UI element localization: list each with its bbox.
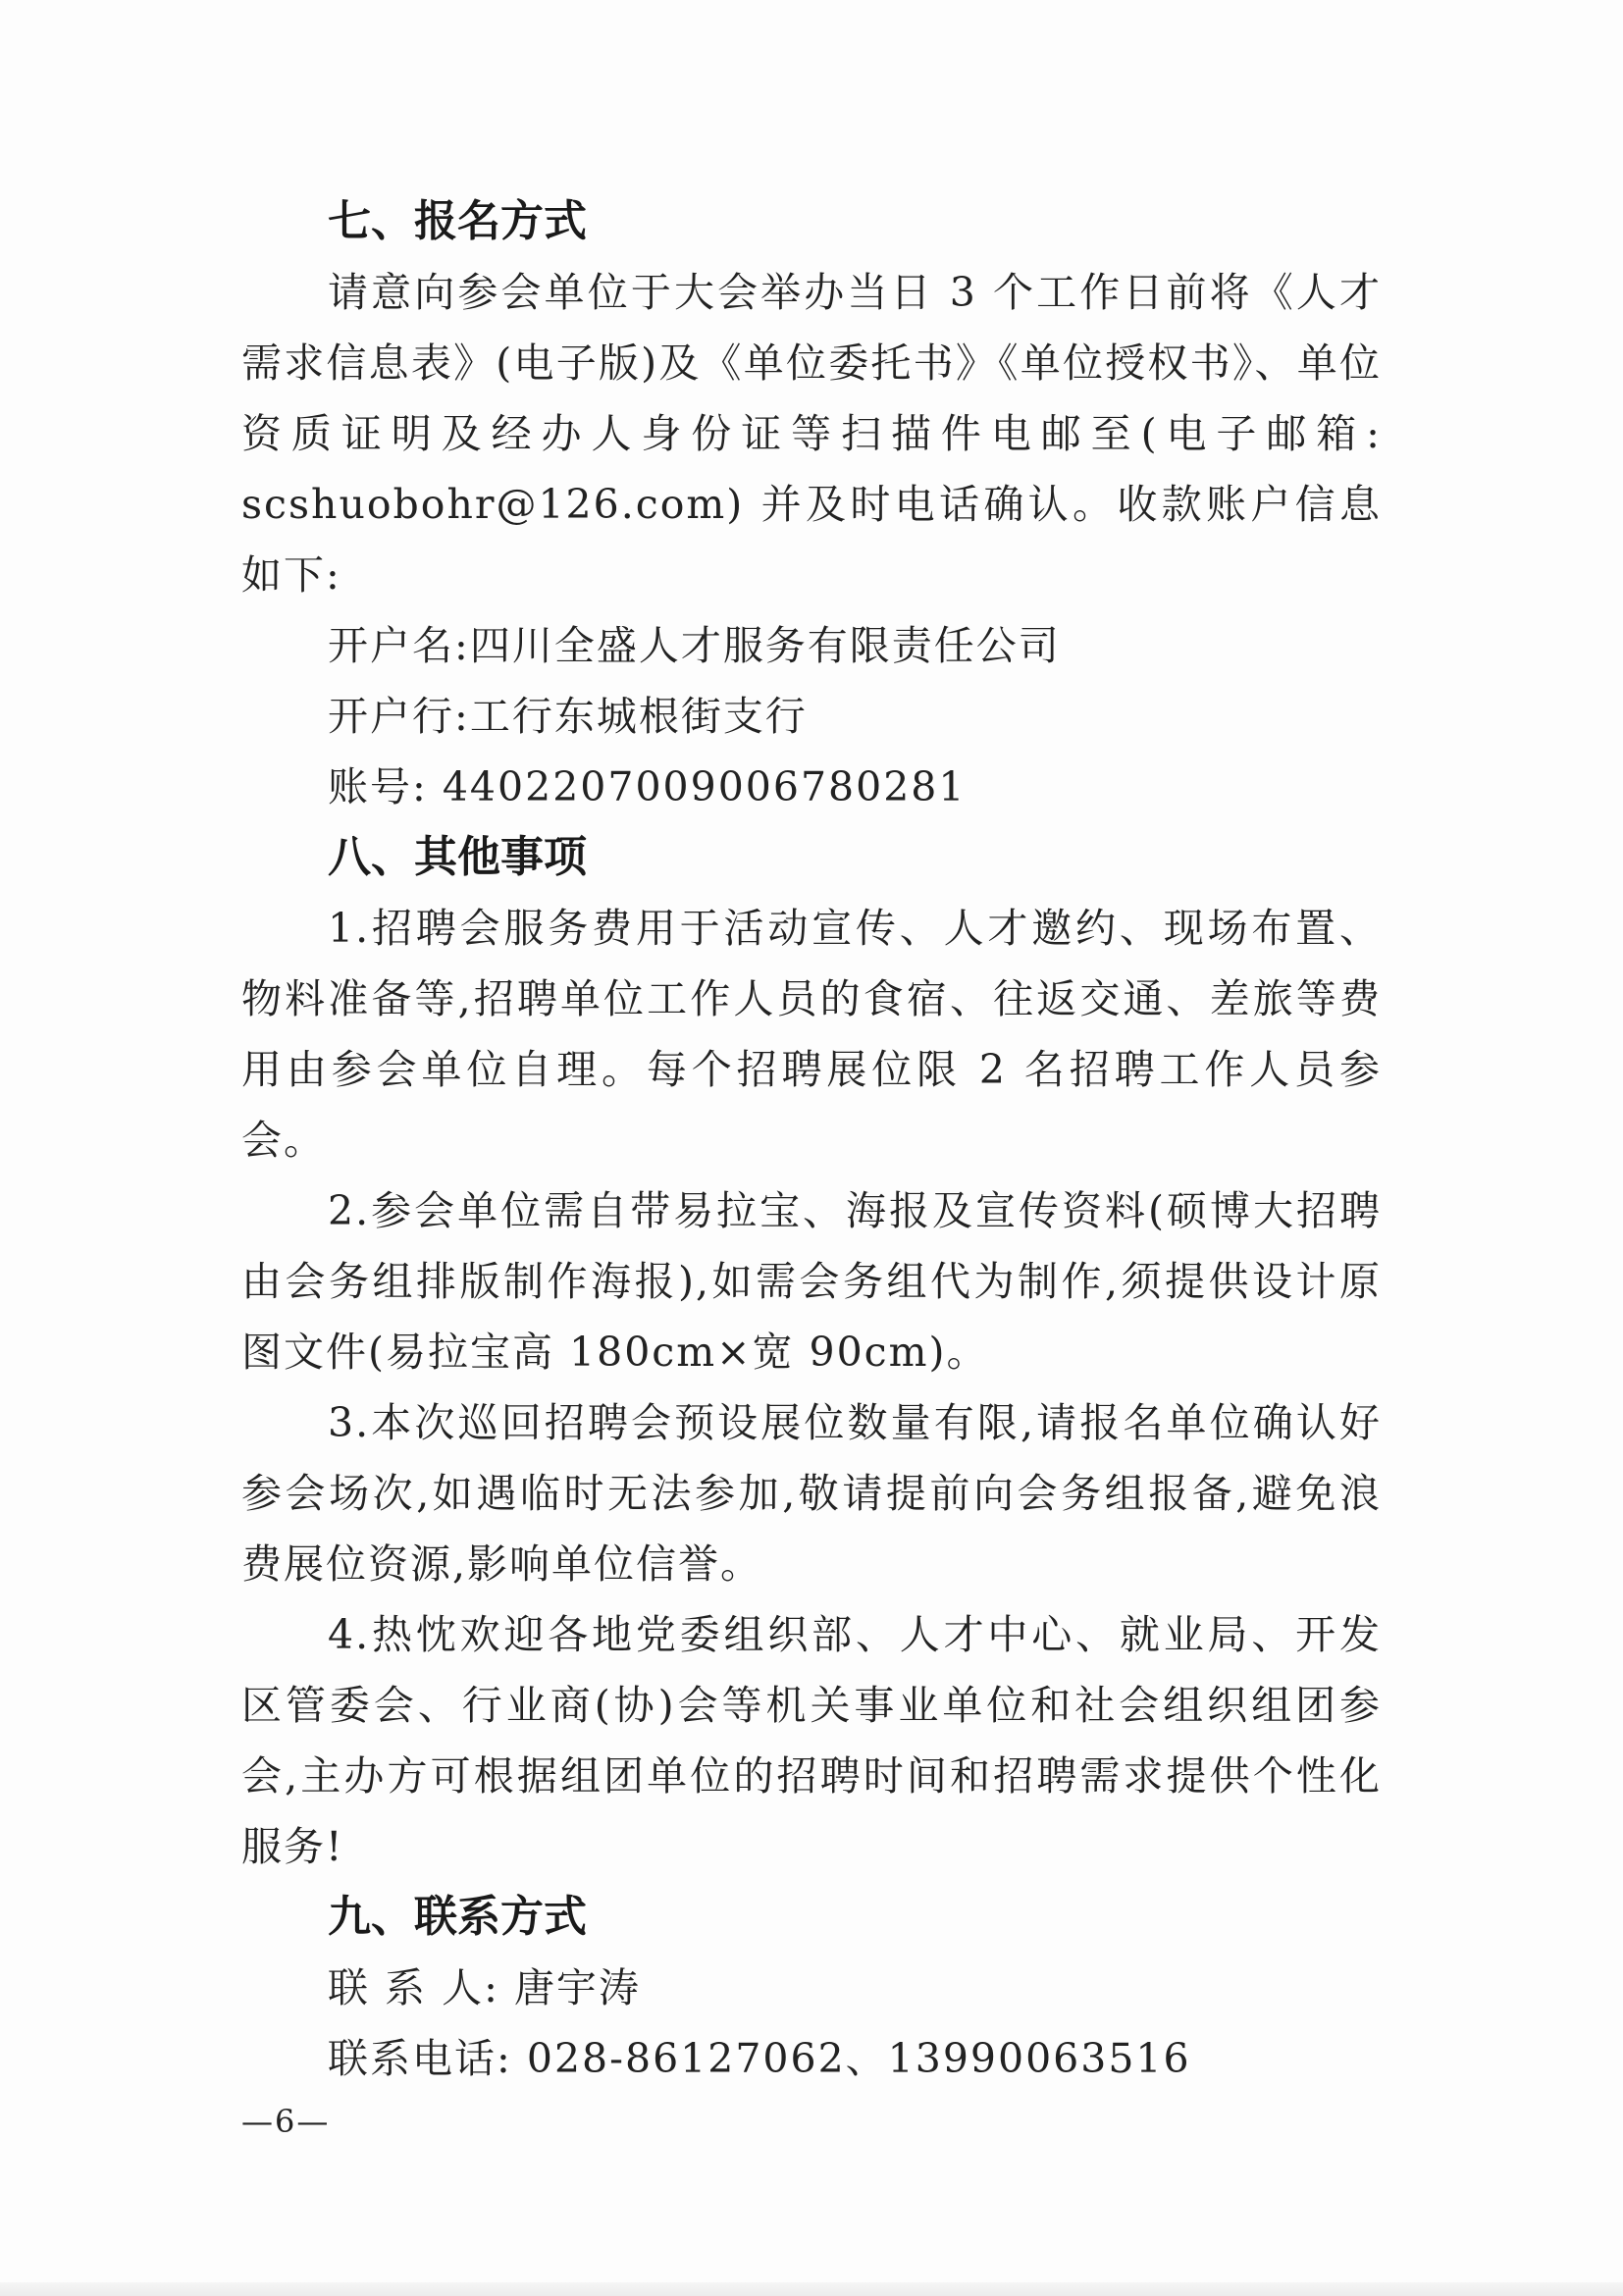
- contact-person: [241, 1953, 1382, 2023]
- account-number: 账号: 4402207009006780281: [328, 763, 967, 810]
- contact-phone-label: 联系电话:: [328, 2035, 512, 2082]
- account-bank: 开户行:工行东城根街支行: [328, 693, 808, 740]
- scan-edge: [0, 2282, 1623, 2296]
- other-matters-item: 3.本次巡回招聘会预设展位数量有限,请报名单位确认好参会场次,如遇临时无法参加,敬请提前向会务组报备,避免浪费展位资源,影响单位信誉。: [241, 1399, 1382, 1588]
- registration-paragraph: 请意向参会单位于大会举办当日 3 个工作日前将《人才需求信息表》(电子版)及《单位委托书》《单位授权书》、单位资质证明及经办人身份证等扫描件电邮至(电子邮箱: scshuobohr@126.com) 并及时电话确认。收款账户信息如下:: [241, 269, 1382, 599]
- account-name: 开户名:四川全盛人才服务有限责任公司: [328, 622, 1061, 669]
- other-matters-item: 2.参会单位需自带易拉宝、海报及宣传资料(硕博大招聘由会务组排版制作海报),如需会务组代为制作,须提供设计原图文件(易拉宝高 180cm×宽 90cm)。: [241, 1187, 1382, 1376]
- other-matters-item: 4.热忱欢迎各地党委组织部、人才中心、就业局、开发区管委会、行业商(协)会等机关事业单位和社会组织组团参会,主办方可根据组团单位的招聘时间和招聘需求提供个性化服务!: [241, 1611, 1382, 1870]
- document-body: [241, 186, 1382, 2094]
- section-heading-registration: 七、报名方式: [328, 196, 587, 246]
- contact-person-name: 唐宇涛: [513, 1964, 641, 2011]
- contact-person-label: 联 系 人:: [328, 1964, 499, 2011]
- other-matters-item: 1.招聘会服务费用于活动宣传、人才邀约、现场布置、物料准备等,招聘单位工作人员的食宿、往返交通、差旅等费用由参会单位自理。每个招聘展位限 2 名招聘工作人员参会。: [241, 905, 1382, 1164]
- section-heading-contact: 九、联系方式: [328, 1892, 587, 1942]
- page-number: —6—: [241, 2103, 331, 2140]
- contact-phone: [241, 2023, 1382, 2094]
- contact-phone-number: 028-86127062、13990063516: [526, 2035, 1191, 2082]
- section-heading-other-matters: 八、其他事项: [328, 832, 587, 882]
